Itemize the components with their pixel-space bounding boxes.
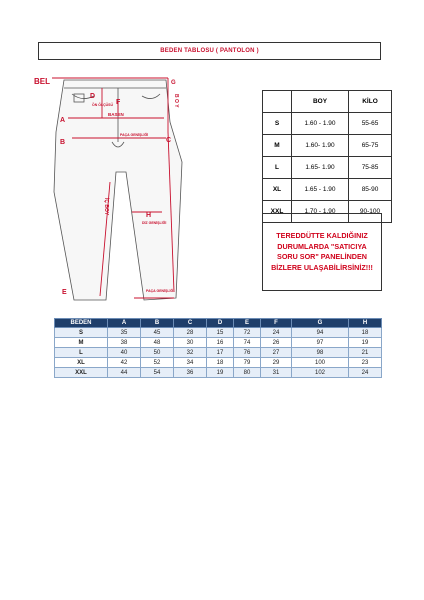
table-cell: 26 xyxy=(261,338,292,348)
table-cell: 29 xyxy=(261,358,292,368)
label-b: B xyxy=(60,139,66,146)
table-row xyxy=(263,135,392,157)
table-cell: 52 xyxy=(141,358,174,368)
size-cell: XXL xyxy=(263,201,292,223)
header-beden: BEDEN xyxy=(55,319,108,328)
label-d: D xyxy=(90,93,96,100)
title-box xyxy=(38,42,381,60)
table-cell: 19 xyxy=(207,368,234,378)
table-cell: 102 xyxy=(292,368,349,378)
label-a: A xyxy=(60,117,66,124)
table-cell: 45 xyxy=(141,328,174,338)
boy-cell: 1.70 - 1.90 xyxy=(292,201,349,223)
size-cell: XL xyxy=(263,179,292,201)
size-header-kilo: KİLO xyxy=(349,91,392,113)
kilo-cell: 85-90 xyxy=(349,179,392,201)
table-row xyxy=(263,113,392,135)
header-c: C xyxy=(174,319,207,328)
table-cell: 34 xyxy=(174,358,207,368)
table-row xyxy=(263,157,392,179)
table-cell: 50 xyxy=(141,348,174,358)
header-e: E xyxy=(234,319,261,328)
label-bel: BEL xyxy=(34,77,50,86)
table-cell: 17 xyxy=(207,348,234,358)
boy-cell: 1.60- 1.90 xyxy=(292,135,349,157)
boy-cell: 1.65 - 1.90 xyxy=(292,179,349,201)
label-f: F xyxy=(116,99,121,106)
table-cell: 100 xyxy=(292,358,349,368)
table-cell: 76 xyxy=(234,348,261,358)
table-row xyxy=(55,348,382,358)
label-diz-genisligi: DİZ GENİŞLİĞİ xyxy=(142,221,167,225)
table-cell: 79 xyxy=(234,358,261,368)
boy-cell: 1.60 - 1.90 xyxy=(292,113,349,135)
size-table xyxy=(262,90,392,223)
table-cell: 24 xyxy=(349,368,382,378)
label-h: H xyxy=(146,212,152,219)
table-cell: 97 xyxy=(292,338,349,348)
table-cell: 19 xyxy=(349,338,382,348)
table-cell: 21 xyxy=(349,348,382,358)
table-cell: 48 xyxy=(141,338,174,348)
table-cell: 74 xyxy=(234,338,261,348)
table-cell: 98 xyxy=(292,348,349,358)
table-cell: 80 xyxy=(234,368,261,378)
label-ic-boy: İÇ BOY xyxy=(103,198,109,216)
table-cell: 24 xyxy=(261,328,292,338)
table-cell: S xyxy=(55,328,108,338)
label-paca-genisligi-bottom: PAÇA GENİŞLİĞİ xyxy=(146,289,175,293)
table-cell: 72 xyxy=(234,328,261,338)
table-cell: 28 xyxy=(174,328,207,338)
table-cell: 36 xyxy=(174,368,207,378)
kilo-cell: 90-100 xyxy=(349,201,392,223)
table-cell: 54 xyxy=(141,368,174,378)
table-cell: 23 xyxy=(349,358,382,368)
label-g: G xyxy=(171,80,176,86)
table-cell: 38 xyxy=(108,338,141,348)
table-cell: 94 xyxy=(292,328,349,338)
table-cell: 40 xyxy=(108,348,141,358)
size-header-empty xyxy=(263,91,292,113)
header-a: A xyxy=(108,319,141,328)
size-cell: S xyxy=(263,113,292,135)
table-cell: XXL xyxy=(55,368,108,378)
table-cell: 27 xyxy=(261,348,292,358)
header-f: F xyxy=(261,319,292,328)
label-e: E xyxy=(62,289,67,296)
page-title: BEDEN TABLOSU ( PANTOLON ) xyxy=(160,48,259,54)
size-cell: M xyxy=(263,135,292,157)
table-row xyxy=(55,368,382,378)
table-cell: L xyxy=(55,348,108,358)
kilo-cell: 75-85 xyxy=(349,157,392,179)
pants-diagram xyxy=(34,72,184,308)
table-cell: 44 xyxy=(108,368,141,378)
size-header-boy: BOY xyxy=(292,91,349,113)
table-row xyxy=(55,338,382,348)
size-cell: L xyxy=(263,157,292,179)
label-paca-genisligi-top: PAÇA GENİŞLİĞİ xyxy=(120,133,149,137)
table-cell: 30 xyxy=(174,338,207,348)
table-row xyxy=(263,179,392,201)
table-cell: M xyxy=(55,338,108,348)
table-cell: 16 xyxy=(207,338,234,348)
label-on-olcusu: ÖN ÖLÇÜSÜ xyxy=(92,103,113,107)
size-table-header xyxy=(263,91,392,113)
measurement-table xyxy=(54,318,382,378)
kilo-cell: 65-75 xyxy=(349,135,392,157)
header-g: G xyxy=(292,319,349,328)
notice-box xyxy=(262,213,382,291)
table-cell: 35 xyxy=(108,328,141,338)
table-cell: 15 xyxy=(207,328,234,338)
boy-cell: 1.65- 1.90 xyxy=(292,157,349,179)
label-basen: BASEN xyxy=(108,112,124,117)
table-cell: 31 xyxy=(261,368,292,378)
kilo-cell: 55-65 xyxy=(349,113,392,135)
table-cell: 18 xyxy=(207,358,234,368)
measurement-header-row xyxy=(55,319,382,328)
header-b: B xyxy=(141,319,174,328)
table-cell: 42 xyxy=(108,358,141,368)
label-boy-vertical: B O Y xyxy=(173,94,179,108)
table-row xyxy=(55,328,382,338)
table-row xyxy=(55,358,382,368)
notice-text: TEREDDÜTTE KALDIĞINIZ DURUMLARDA "SATICIYA SORU SOR" PANELİNDEN BİZLERE ULAŞABİLİRSİNİZ!!! xyxy=(271,231,373,272)
table-cell: 32 xyxy=(174,348,207,358)
table-cell: 18 xyxy=(349,328,382,338)
header-d: D xyxy=(207,319,234,328)
table-cell: XL xyxy=(55,358,108,368)
label-c: C xyxy=(166,137,172,144)
header-h: H xyxy=(349,319,382,328)
